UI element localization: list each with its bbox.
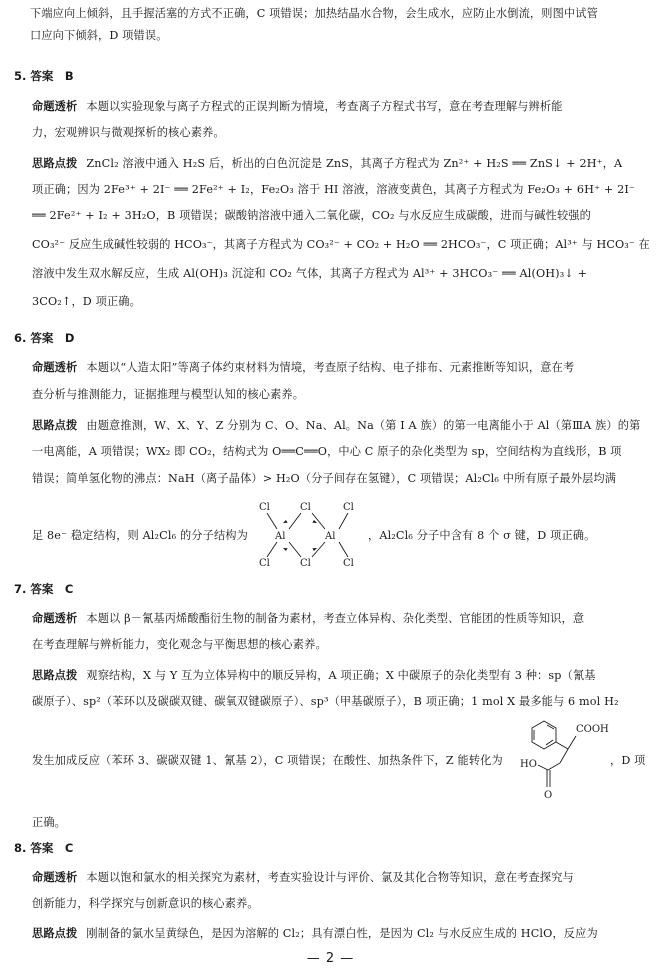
text-line: 发生加成反应（苯环 3、碳碳双键 1、氰基 2），C 项错误；在酸性、加热条件下，Z 能转化为 [32,754,503,767]
answer-heading-7: 7. 答案 C [14,582,74,596]
group-label: COOH [576,724,609,735]
text-line: 力，宏观辨识与微观探析的核心素养。 [32,126,225,139]
text-line: 创新能力，科学探究与创新意识的核心素养。 [32,897,259,910]
text-line [32,99,647,115]
text-span: 本题以饱和氯水的相关探究为素材，考查实验设计与评价、氯及其化合物等知识，意在考查探究与 [86,871,574,884]
atom-label: Al [275,531,286,542]
section-tag: 命题透析 [32,871,78,884]
section-tag: 命题透析 [32,100,78,113]
text-line: 错误；简单氢化物的沸点：NaH（离子晶体）> H₂O（分子间存在氢键），C 项错误；Al₂Cl₆ 中所有原子最外层均满 [32,472,617,485]
text-line: 一电离能，A 项错误；WX₂ 即 CO₂，结构式为 O══C══O，中心 C 原子的杂化类型为 sp，空间结构为直线形，B 项 [32,445,622,458]
text-line: 查分析与推测能力，证据推理与模型认知的核心素养。 [32,388,305,401]
text-line: 下端应向上倾斜，且手握活塞的方式不正确，C 项错误；加热结晶水合物，会生成水，应防止水倒流，则图中试管 [30,7,598,20]
text-line [32,926,647,942]
text-span: 本题以 β－氰基丙烯酸酯衍生物的制备为素材，考查立体异构、杂化类型、官能团的性质等知识，意 [86,612,585,625]
text-line: ══ 2Fe²⁺ + I₂ + 3H₂O，B 项错误；碳酸钠溶液中通入二氧化碳，CO₂ 与水反应生成碳酸，进而与碱性较强的 [32,209,591,222]
text-span: ZnCl₂ 溶液中通入 H₂S 后，析出的白色沉淀是 ZnS，其离子方程式为 Zn²⁺ + H₂S ══ ZnS↓ + 2H⁺，A [86,157,623,170]
atom-label: Al [325,531,336,542]
al2cl6-structure-diagram [250,498,368,572]
text-line [32,360,647,376]
text-line: 在考查理解与辨析能力，变化观念与平衡思想的核心素养。 [32,638,327,651]
section-tag: 思路点拨 [32,927,78,940]
text-line: 口应向下倾斜，D 项错误。 [30,29,168,42]
atom-label: Cl [300,558,311,569]
answer-heading-6: 6. 答案 D [14,331,75,345]
text-line [32,418,647,434]
text-line: 碳原子）、sp²（苯环以及碳碳双键、碳氧双键碳原子）、sp³（甲基碳原子），B 项正确；1 mol X 最多能与 6 mol H₂ [32,695,619,708]
text-line: ，D 项 [610,754,646,767]
text-line [32,870,647,886]
atom-label: Cl [259,558,270,569]
text-line: CO₃²⁻ 反应生成碱性较弱的 HCO₃⁻，其离子方程式为 CO₃²⁻ + CO₂ + H₂O ══ 2HCO₃⁻，C 项正确；Al³⁺ 与 HCO₃⁻ 在 [32,238,650,251]
text-line: 项正确；因为 2Fe³⁺ + 2I⁻ ══ 2Fe²⁺ + I₂，Fe₂O₃ 溶于 HI 溶液，溶液变黄色，其离子方程式为 Fe₂O₃ + 6H⁺ + 2I⁻ [32,183,635,196]
text-line: ，Al₂Cl₆ 分子中含有 8 个 σ 键，D 项正确。 [368,529,596,542]
atom-label: Cl [259,502,270,513]
section-tag: 思路点拨 [32,669,78,682]
atom-label: Cl [300,502,311,513]
page-number: — 2 — [306,951,355,966]
answer-heading-8: 8. 答案 C [14,841,74,855]
text-span: 由题意推测，W、X、Y、Z 分别为 C、O、Na、Al。Na（第 Ⅰ A 族）的第一电离能小于 Al（第ⅢA 族）的第 [86,419,641,432]
text-span: 刚制备的氯水呈黄绿色，是因为溶解的 Cl₂；具有漂白性，是因为 Cl₂ 与水反应生成的 HClO，反应为 [86,927,598,940]
atom-label: Cl [343,502,354,513]
section-tag: 思路点拨 [32,157,78,170]
group-label: O [544,790,553,801]
text-line [32,668,647,684]
text-line [32,611,647,627]
text-line: 足 8e⁻ 稳定结构，则 Al₂Cl₆ 的分子结构为 [32,529,248,542]
section-tag: 思路点拨 [32,419,78,432]
diacid-structure-diagram [518,718,610,802]
group-label: HO [520,759,537,770]
text-line: 溶液中发生双水解反应，生成 Al(OH)₃ 沉淀和 CO₂ 气体，其离子方程式为 Al³⁺ + 3HCO₃⁻ ══ Al(OH)₃↓ + [32,267,588,280]
section-tag: 命题透析 [32,612,78,625]
text-span: 观察结构，X 与 Y 互为立体异构中的顺反异构，A 项正确；X 中碳原子的杂化类型有 3 种：sp（氰基 [86,669,596,682]
answer-heading-5: 5. 答案 B [14,69,74,83]
text-line: 3CO₂↑，D 项正确。 [32,295,141,308]
section-tag: 命题透析 [32,361,78,374]
text-span: 本题以“人造太阳”等离子体约束材料为情境，考查原子结构、电子排布、元素推断等知识，意在考 [86,361,575,374]
text-line: 正确。 [32,816,67,829]
text-span: 本题以实验现象与离子方程式的正误判断为情境，考查离子方程式书写，意在考查理解与辨析能 [86,100,563,113]
atom-label: Cl [343,558,354,569]
text-line [32,156,647,172]
